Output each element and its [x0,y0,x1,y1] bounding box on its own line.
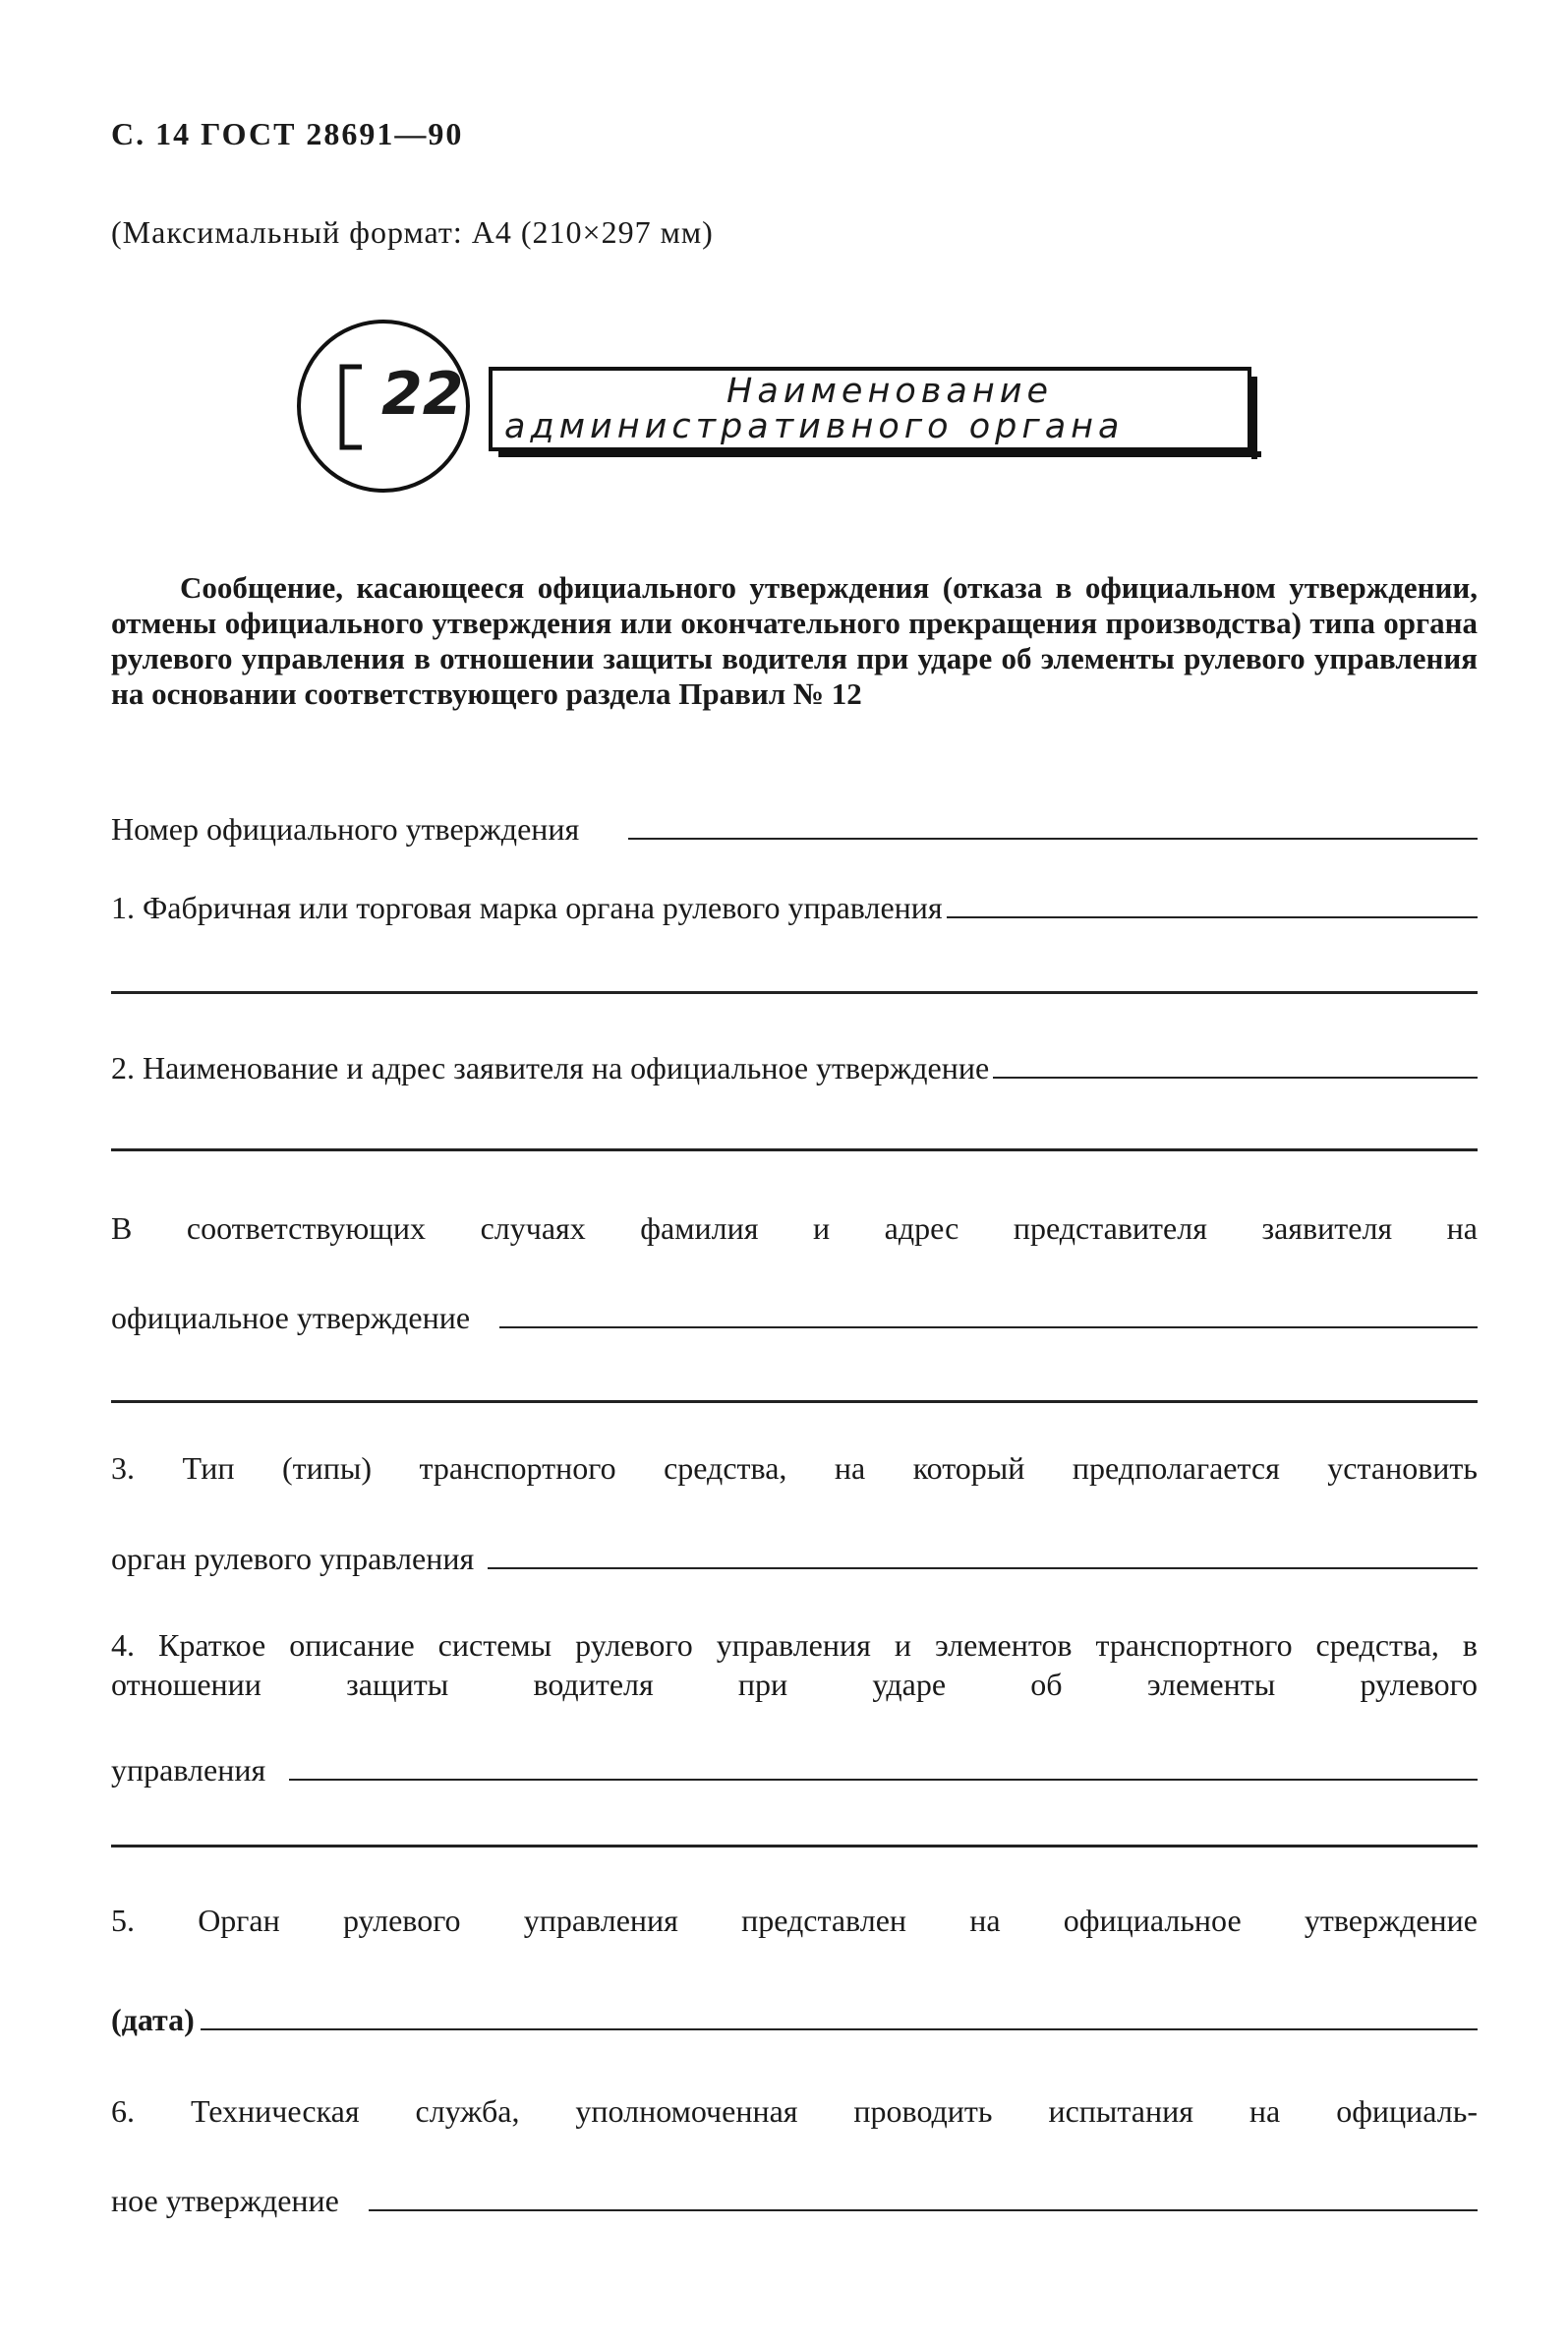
item-4-blank-line[interactable] [111,1845,1478,1847]
item-5-date-label: (дата) [111,2002,195,2037]
item-4-blank[interactable] [289,1757,1478,1781]
authority-line-1: Наименование [726,372,1053,411]
item-1-blank[interactable] [947,895,1478,918]
item-2-field [111,1048,1478,1087]
item-4-label-2: управления [111,1752,266,1788]
e-mark-number: 22 [381,360,464,429]
approval-number-field [111,809,1478,849]
item-3-field [111,1539,1478,1578]
authority-line-2: административного органа [504,407,1125,446]
item-6-field [111,2181,1478,2220]
item-5-date-blank[interactable] [201,2007,1478,2030]
authority-name-box [489,367,1251,451]
representative-blank[interactable] [499,1305,1478,1328]
item-1-label: 1. Фабричная или торговая марка органа рулевого управления [111,890,943,925]
item-1-blank-line[interactable] [111,991,1478,994]
item-5-label: 5. Орган рулевого управления представлен на официальное утверждение [111,1903,1478,1938]
item-6-blank[interactable] [369,2188,1478,2211]
format-note: (Максимальный формат: А4 (210×297 мм) [111,214,714,250]
item-2-blank-line[interactable] [111,1148,1478,1151]
representative-label: В соответствующих случаях фамилия и адрес представителя заявителя на [111,1210,1478,1246]
item-6-label-2: ное утверждение [111,2183,339,2218]
representative-label-2: официальное утверждение [111,1300,471,1335]
representative-blank-line[interactable] [111,1400,1478,1403]
item-3-label-2: орган рулевого управления [111,1541,475,1576]
item-1-field [111,888,1478,927]
e-mark-circle [297,320,470,493]
item-3-blank[interactable] [488,1546,1478,1569]
approval-number-blank[interactable] [628,816,1478,840]
approval-number-label: Номер официального утверждения [111,811,580,847]
item-2-label: 2. Наименование и адрес заявителя на официальное утверждение [111,1050,990,1085]
communication-title: Сообщение, касающееся официального утверждения (отказа в официальном утверждении, отмены официального утверждения или окончательного прекращения производства) типа органа рулевого управления в отношении защиты водителя при ударе об элементы рулевого управления на основании соответствующего раздела Правил № 12 [111,570,1478,711]
item-4-label: 4. Краткое описание системы рулевого управления и элементов транспортного средства, в отношении защиты водителя при ударе об элементы рулевого [111,1627,1478,1702]
box-shadow-bottom [498,451,1261,457]
representative-field [111,1298,1478,1337]
item-5-field [111,2000,1478,2039]
item-2-blank[interactable] [993,1055,1478,1079]
item-4-field [111,1750,1478,1789]
item-3-label: 3. Тип (типы) транспортного средства, на который предполагается установить [111,1450,1478,1486]
item-6-label: 6. Техническая служба, уполномоченная проводить испытания на официаль- [111,2093,1478,2129]
page-header: С. 14 ГОСТ 28691—90 [111,116,464,151]
